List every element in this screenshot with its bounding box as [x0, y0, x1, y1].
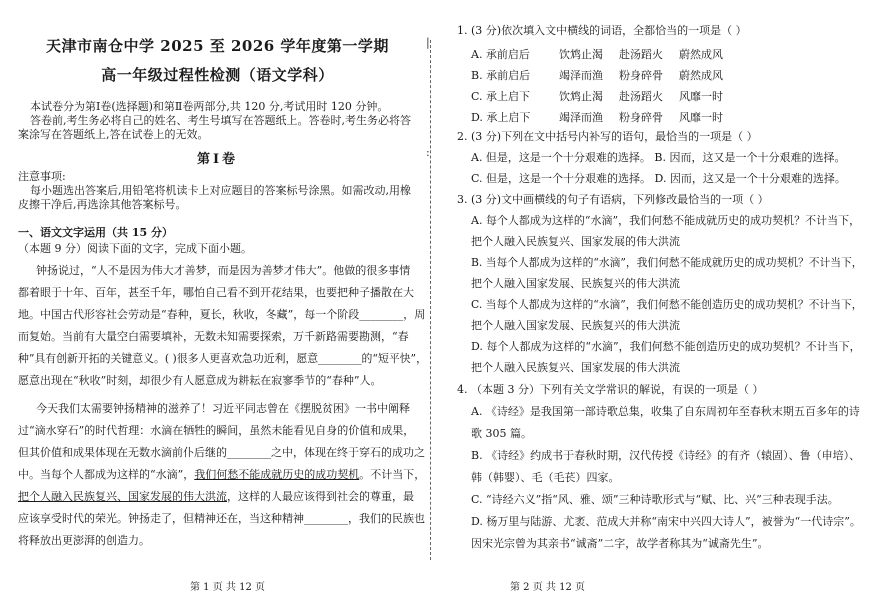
- exam-subtitle: 高一年级过程性检测（语文学科）: [101, 66, 334, 84]
- q1-option-c[interactable]: C. 承上启下 饮鸩止渴 赴汤蹈火 风靡一时: [471, 90, 723, 103]
- para2-text: ，这样的人最应该得到社会的尊重，最: [227, 490, 414, 503]
- para2-line: 应该享受时代的荣光。钟扬走了，但精神还在，当这种精神________，我们的民族也: [18, 512, 425, 525]
- q3-option-d-cont: 把个人融入民族复兴、国家发展的伟大洪流: [471, 361, 680, 374]
- passage-intro: （本题 9 分）阅读下面的文字，完成下面小题。: [18, 242, 252, 255]
- q3-option-b-cont: 把个人融入国家发展、民族复兴的伟大洪流: [471, 277, 680, 290]
- q3-option-d[interactable]: D. 每个人都成为这样的“水滴”，我们何愁不能创造历史的成功契机？不计当下，: [471, 340, 861, 353]
- q1-option-b[interactable]: B. 承前启后 竭泽而渔 粉身碎骨 蔚然成风: [471, 69, 723, 82]
- q1-option-a[interactable]: A. 承前启后 饮鸩止渴 赴汤蹈火 蔚然成风: [471, 48, 723, 61]
- para1-line: 钟扬说过，“人不是因为伟大才善梦，而是因为善梦才伟大”。他做的很多事情: [36, 264, 411, 277]
- para2-text: 中。当每个人都成为这样的“水滴”，: [18, 468, 195, 481]
- question-3: 3. (3 分)文中画横线的句子有语病，下列修改最恰当的一项（ ）: [457, 193, 769, 206]
- notes-line: 每小题选出答案后,用铅笔将机读卡上对应题目的答案标号涂黑。如需改动,用橡: [30, 184, 411, 197]
- q4-option-b-cont: 韩（韩婴）、毛（毛苌）四家。: [471, 471, 620, 484]
- section-heading: 一、语文文字运用（共 15 分）: [18, 226, 173, 239]
- para2-line: 过“滴水穿石”的时代哲理：水滴在牺牲的瞬间，虽然未能看见自身的价值和成果，: [18, 424, 415, 437]
- intro-line: 答卷前,考生务必将自己的姓名、考生号填写在答题纸上。答卷时,考生务必将答: [30, 114, 411, 127]
- q4-option-c[interactable]: C. “诗经六义”指“风、雅、颂”三种诗歌形式与“赋、比、兴”三种表现手法。: [471, 493, 839, 506]
- page-footer: 第 2 页 共 12 页: [510, 582, 585, 593]
- q4-option-a-cont: 歌 305 篇。: [471, 427, 532, 440]
- notes-line: 皮擦干净后,再选涂其他答案标号。: [18, 198, 187, 211]
- binding-mark: |: [426, 36, 430, 49]
- question-4: 4. （本题 3 分）下列有关文学常识的解说，有误的一项是（ ）: [457, 383, 764, 396]
- question-1: 1. (3 分)依次填入文中横线的词语，全都恰当的一项是（ ）: [457, 24, 747, 37]
- question-2: 2. (3 分)下列在文中括号内补写的语句，最恰当的一项是（ ）: [457, 130, 758, 143]
- para2-line: 将释放出更澎湃的创造力。: [18, 534, 150, 547]
- q2-options[interactable]: C. 但是，这是一个十分艰难的选择。 D. 因而，这又是一个十分艰难的选择。: [471, 172, 846, 185]
- q3-option-a[interactable]: A. 每个人都成为这样的“水滴”，我们何愁不能成就历史的成功契机？不计当下，: [471, 214, 861, 227]
- q3-option-b[interactable]: B. 当每个人都成为这样的“水滴”，我们何愁不能成就历史的成功契机？不计当下，: [471, 256, 863, 269]
- para1-line: 而复始。当前有大量空白需要填补，无数未知需要探索，万千新路需要勘测，“春: [18, 330, 409, 343]
- intro-line: 本试卷分为第Ⅰ卷(选择题)和第Ⅱ卷两部分,共 120 分,考试用时 120 分钟。: [30, 100, 389, 113]
- q3-option-c-cont: 把个人融入国家发展、民族复兴的伟大洪流: [471, 319, 680, 332]
- q4-option-a[interactable]: A. 《诗经》是我国第一部诗歌总集，收集了自东周初年至春秋末期五百多年的诗: [471, 405, 860, 418]
- para1-line: 种”具有创新开拓的关键意义。( )很多人更喜欢急功近利，愿意________的“短平快”，: [18, 352, 427, 365]
- underlined-sentence: 我们何愁不能成就历史的成功契机: [194, 468, 360, 481]
- para2-text: 。不计当下，: [359, 468, 426, 481]
- binding-mark: :: [426, 146, 430, 159]
- q2-options[interactable]: A. 但是，这是一个十分艰难的选择。 B. 因而，这又是一个十分艰难的选择。: [471, 151, 846, 164]
- para2-line: 但其价值和成果体现在无数水滴前仆后继的________之中，体现在终于穿石的成功之: [18, 446, 425, 459]
- q1-option-d[interactable]: D. 承上启下 竭泽而渔 粉身碎骨 风靡一时: [471, 111, 723, 124]
- notes-label: 注意事项:: [18, 170, 66, 183]
- exam-title: 天津市南仓中学 2025 至 2026 学年度第一学期: [46, 37, 389, 55]
- volume-heading: 第Ⅰ卷: [196, 152, 239, 167]
- underlined-sentence: 把个人融入民族复兴、国家发展的伟大洪流: [18, 490, 227, 503]
- page-footer: 第 1 页 共 12 页: [190, 582, 265, 593]
- q4-option-d[interactable]: D. 杨万里与陆游、尤袤、范成大并称“南宋中兴四大诗人”，被誉为“一代诗宗”。: [471, 515, 861, 528]
- page-divider: [430, 40, 432, 560]
- para1-line: 愿意出现在“秋收”时刻，却很少有人愿意成为耕耘在寂寥季节的“春种”人。: [18, 374, 382, 387]
- intro-line: 案涂写在答题纸上,答在试卷上的无效。: [18, 128, 209, 141]
- para2-line: [18, 468, 425, 482]
- right-page: [435, 0, 870, 615]
- para1-line: 地。中国古代形容社会劳动是“春种，夏长，秋收，冬藏”，每一个阶段________，周: [18, 308, 426, 321]
- q3-option-c[interactable]: C. 当每个人都成为这样的“水滴”，我们何愁不能创造历史的成功契机？不计当下，: [471, 298, 863, 311]
- para2-line: [18, 490, 414, 504]
- q4-option-b[interactable]: B. 《诗经》约成书于春秋时期，汉代传授《诗经》的有齐（辕固）、鲁（申培）、: [471, 449, 861, 462]
- q3-option-a-cont: 把个人融入民族复兴、国家发展的伟大洪流: [471, 235, 680, 248]
- q4-option-d-cont: 因宋光宗曾为其亲书“诚斋”二字，故学者称其为“诚斋先生”。: [471, 537, 769, 550]
- para2-line: 今天我们太需要钟扬精神的滋养了！习近平同志曾在《摆脱贫困》一书中阐释: [36, 402, 410, 415]
- para1-line: 都着眼于十年、百年，甚至千年，哪怕自己看不到开花结果，也要把种子播散在大: [18, 286, 414, 299]
